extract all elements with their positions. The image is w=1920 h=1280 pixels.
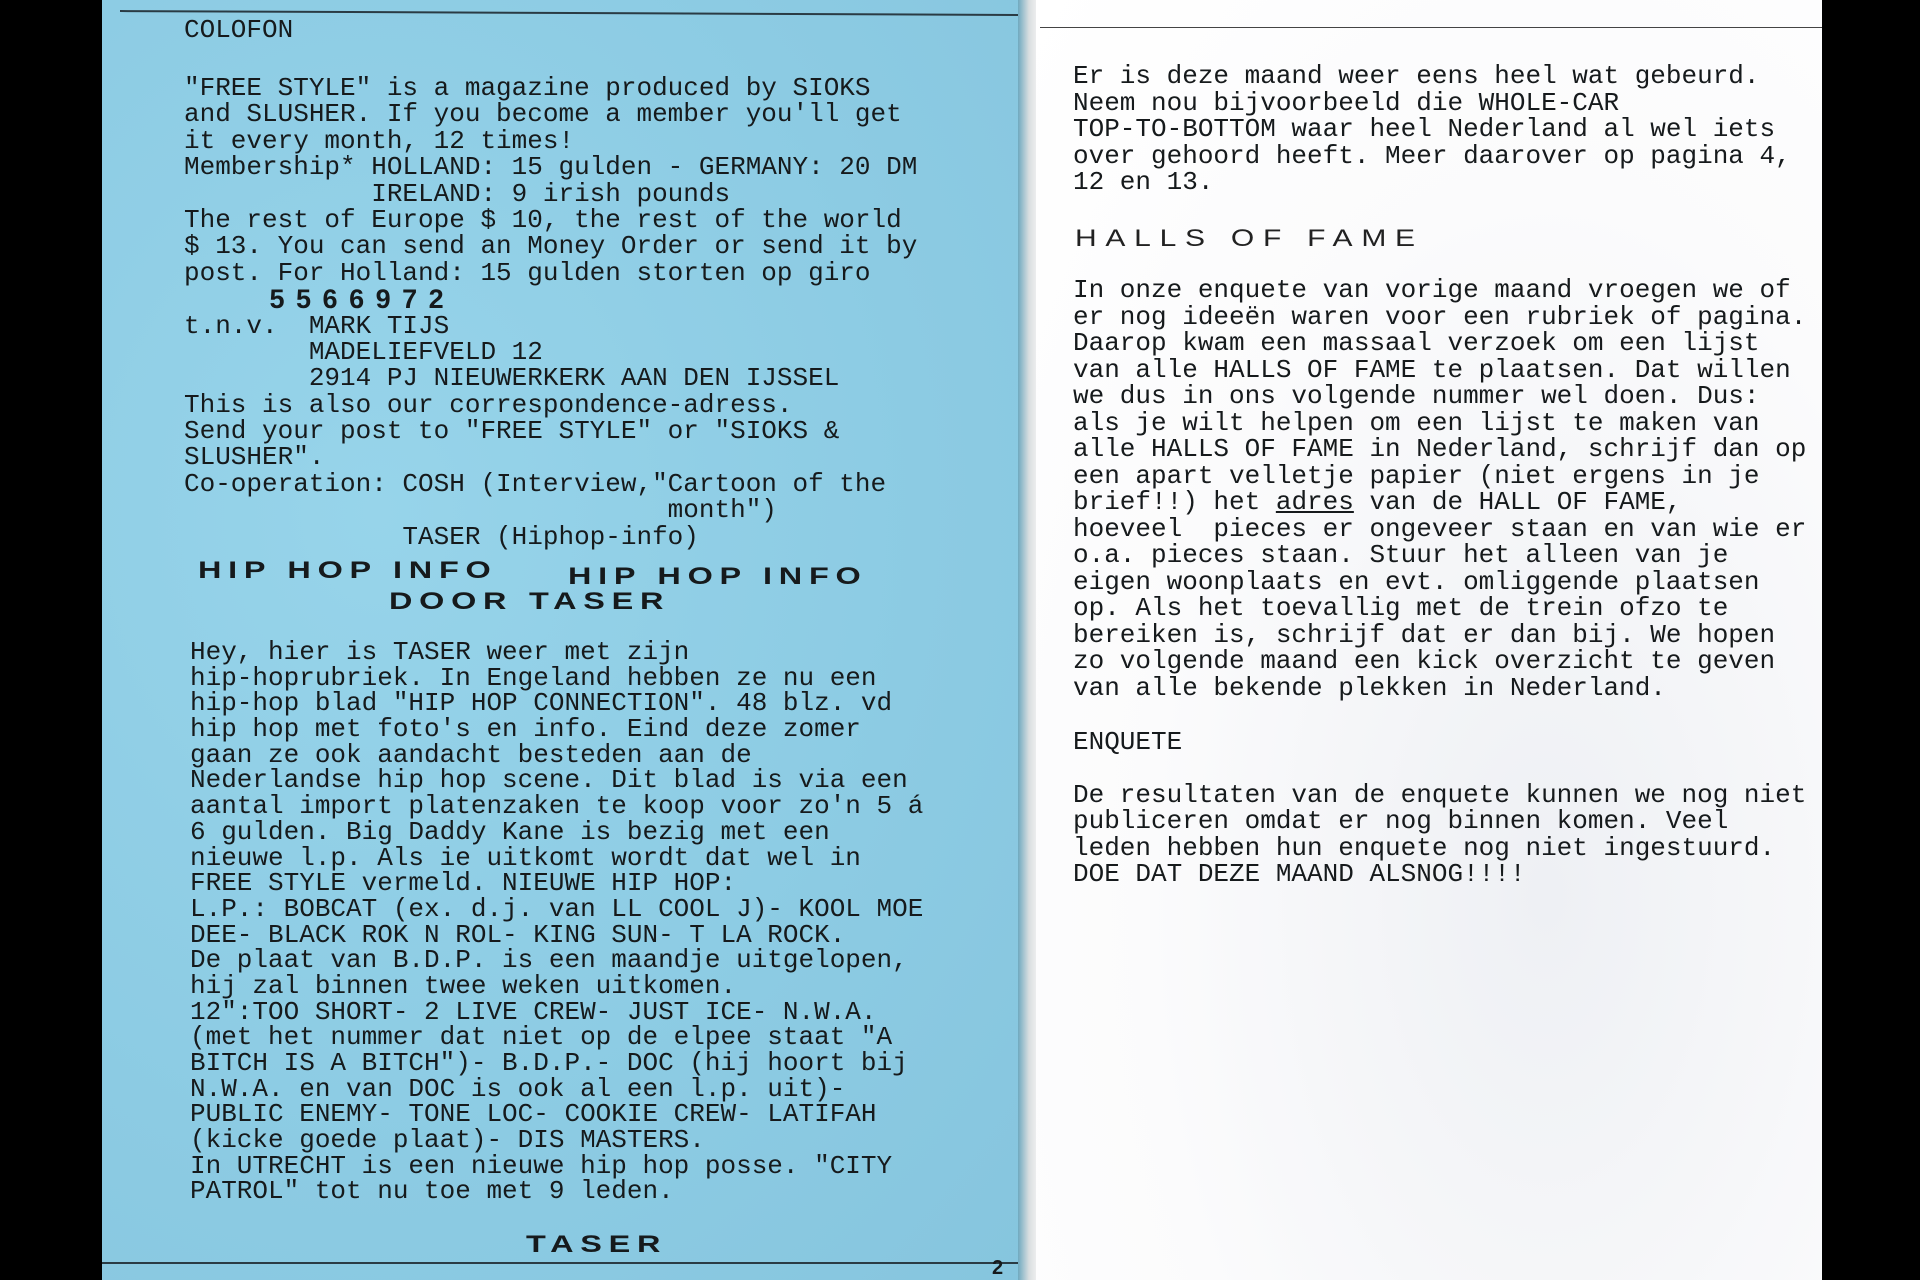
colofon-title: COLOFON (184, 15, 294, 45)
text-line: Er is deze maand weer eens heel wat gebeurd. (1073, 61, 1760, 91)
text-line: hip-hop blad "HIP HOP CONNECTION". 48 blz. vd (190, 688, 893, 719)
text-line: Co-operation: COSH (Interview,"Cartoon of the (184, 468, 887, 499)
text-line: Membership* HOLLAND: 15 gulden - GERMANY: 20 DM (184, 152, 918, 183)
text-line: it every month, 12 times! (184, 125, 575, 156)
text-line: (met het nummer dat niet op de elpee staat "A (190, 1022, 893, 1053)
bottom-rule (102, 1262, 1020, 1264)
enquete-article (1073, 782, 1806, 888)
text-line: and SLUSHER. If you become a member you'll get (184, 99, 902, 130)
text-line: De plaat van B.D.P. is een maandje uitgelopen, (190, 945, 908, 976)
text-line: publiceren omdat er nog binnen komen. Veel (1073, 806, 1729, 837)
text-line: er nog ideeën waren voor een rubriek of pagina. (1073, 301, 1807, 332)
text-line: TASER (Hiphop-info) (184, 521, 699, 552)
enquete-heading: ENQUETE (1073, 727, 1183, 757)
text-line: DEE- BLACK ROK N ROL- KING SUN- T LA ROCK. (190, 919, 846, 950)
text-line: hij zal binnen twee weken uitkomen. (190, 970, 737, 1001)
text-line: hoeveel pieces er ongeveer staan en van wie er (1073, 513, 1807, 544)
text-line: month") (184, 495, 777, 526)
text-line: zo volgende maand een kick overzicht te geven (1073, 646, 1776, 676)
text-line: leden hebben hun enquete nog niet ingestuurd. (1073, 832, 1776, 863)
text-line: als je wilt helpen om een lijst te maken van (1073, 407, 1760, 438)
text-line: PUBLIC ENEMY- TONE LOC- COOKIE CREW- LATIFAH (190, 1099, 877, 1130)
hiphop-subheading: DOOR TASER (389, 588, 671, 615)
left-page (102, 0, 1020, 1280)
text-line: gaan ze ook aandacht besteden aan de (190, 739, 752, 770)
text-line: alle HALLS OF FAME in Nederland, schrijf dan op (1073, 434, 1807, 464)
text-line: This is also our correspondence-adress. (184, 389, 793, 420)
text-line: o.a. pieces staan. Stuur het alleen van je (1073, 540, 1729, 570)
text-line: In UTRECHT is een nieuwe hip hop posse. "CITY (190, 1150, 893, 1181)
text-line: hip-hoprubriek. In Engeland hebben ze nu een (190, 662, 877, 693)
text-line: bereiken is, schrijf dat er dan bij. We hopen (1073, 619, 1776, 650)
right-page (1036, 0, 1822, 1280)
text-line: DOE DAT DEZE MAAND ALSNOG!!!! (1073, 859, 1526, 890)
text-line: (kicke goede plaat)- DIS MASTERS. (190, 1125, 705, 1156)
text-line: N.W.A. en van DOC is ook al een l.p. uit)- (190, 1073, 846, 1104)
signature: TASER (526, 1231, 668, 1258)
text-line: In onze enquete van vorige maand vroegen we of (1073, 275, 1791, 305)
text-line: post. For Holland: 15 gulden storten op giro (184, 257, 871, 288)
hiphop-heading-repeat: HIP HOP INFO (568, 563, 868, 590)
text-line: SLUSHER". (184, 442, 325, 473)
text-line: een apart velletje papier (niet ergens in je (1073, 460, 1760, 491)
text-line: IRELAND: 9 irish pounds (184, 178, 731, 209)
text-line: van alle bekende plekken in Nederland. (1073, 672, 1666, 703)
text-line: hip hop met foto's en info. Eind deze zomer (190, 714, 861, 745)
intro-text (1073, 63, 1791, 196)
text-line: 12":TOO SHORT- 2 LIVE CREW- JUST ICE- N.W.A. (190, 996, 877, 1027)
text-line: 5 5 6 6 9 7 2 (184, 284, 446, 315)
text-line: 6 gulden. Big Daddy Kane is bezig met een (190, 816, 830, 847)
hiphop-heading: HIP HOP INFO (198, 557, 498, 584)
text-line: De resultaten van de enquete kunnen we nog niet (1073, 780, 1807, 810)
hiphop-article (190, 637, 924, 1207)
text-line: FREE STYLE vermeld. NIEUWE HIP HOP: (190, 868, 737, 899)
text-line: MADELIEFVELD 12 (184, 336, 543, 367)
text-line: van alle HALLS OF FAME te plaatsen. Dat willen (1073, 354, 1791, 385)
text-line: Hey, hier is TASER weer met zijn (190, 637, 690, 667)
text-line: "FREE STYLE" is a magazine produced by SIOKS (184, 73, 871, 103)
text-line: Nederlandse hip hop scene. Dit blad is via een (190, 765, 908, 796)
text-line: Daarop kwam een massaal verzoek om een lijst (1073, 328, 1760, 358)
halls-article (1073, 277, 1806, 701)
text-segment: brief!!) het (1073, 487, 1276, 517)
halls-heading: HALLS OF FAME (1075, 225, 1424, 252)
spine (1018, 0, 1038, 1280)
text-line: over gehoord heeft. Meer daarover op pagina 4, (1073, 140, 1791, 171)
text-line: 2914 PJ NIEUWERKERK AAN DEN IJSSEL (184, 363, 840, 394)
text-line: op. Als het toevallig met de trein ofzo te (1073, 593, 1729, 623)
text-line: we dus in ons volgende nummer wel doen. Dus: (1073, 381, 1760, 411)
underlined-word: adres (1275, 487, 1354, 517)
text-line: $ 13. You can send an Money Order or send it by (184, 231, 918, 262)
text-line: Neem nou bijvoorbeeld die WHOLE-CAR (1073, 87, 1620, 118)
text-segment: van de HALL OF FAME, (1353, 487, 1682, 517)
adres-line (1073, 489, 1806, 516)
top-rule (1040, 27, 1822, 28)
text-line: BITCH IS A BITCH")- B.D.P.- DOC (hij hoort bij (190, 1048, 908, 1078)
text-line: t.n.v. MARK TIJS (184, 310, 450, 341)
text-line: L.P.: BOBCAT (ex. d.j. van LL COOL J)- KOOL MOE (190, 893, 924, 924)
text-line: 12 en 13. (1073, 167, 1214, 198)
text-line: nieuwe l.p. Als ie uitkomt wordt dat wel in (190, 842, 861, 873)
text-line: TOP-TO-BOTTOM waar heel Nederland al wel iets (1073, 114, 1776, 145)
text-line: PATROL" tot nu toe met 9 leden. (190, 1176, 674, 1207)
colofon-text (184, 75, 917, 550)
text-line: The rest of Europe $ 10, the rest of the world (184, 204, 902, 235)
text-line: eigen woonplaats en evt. omliggende plaatsen (1073, 566, 1760, 597)
text-line: Send your post to "FREE STYLE" or "SIOKS & (184, 416, 840, 447)
text-line: aantal import platenzaken te koop voor zo'n 5 á (190, 791, 924, 822)
page-number: 2 (992, 1257, 1004, 1279)
